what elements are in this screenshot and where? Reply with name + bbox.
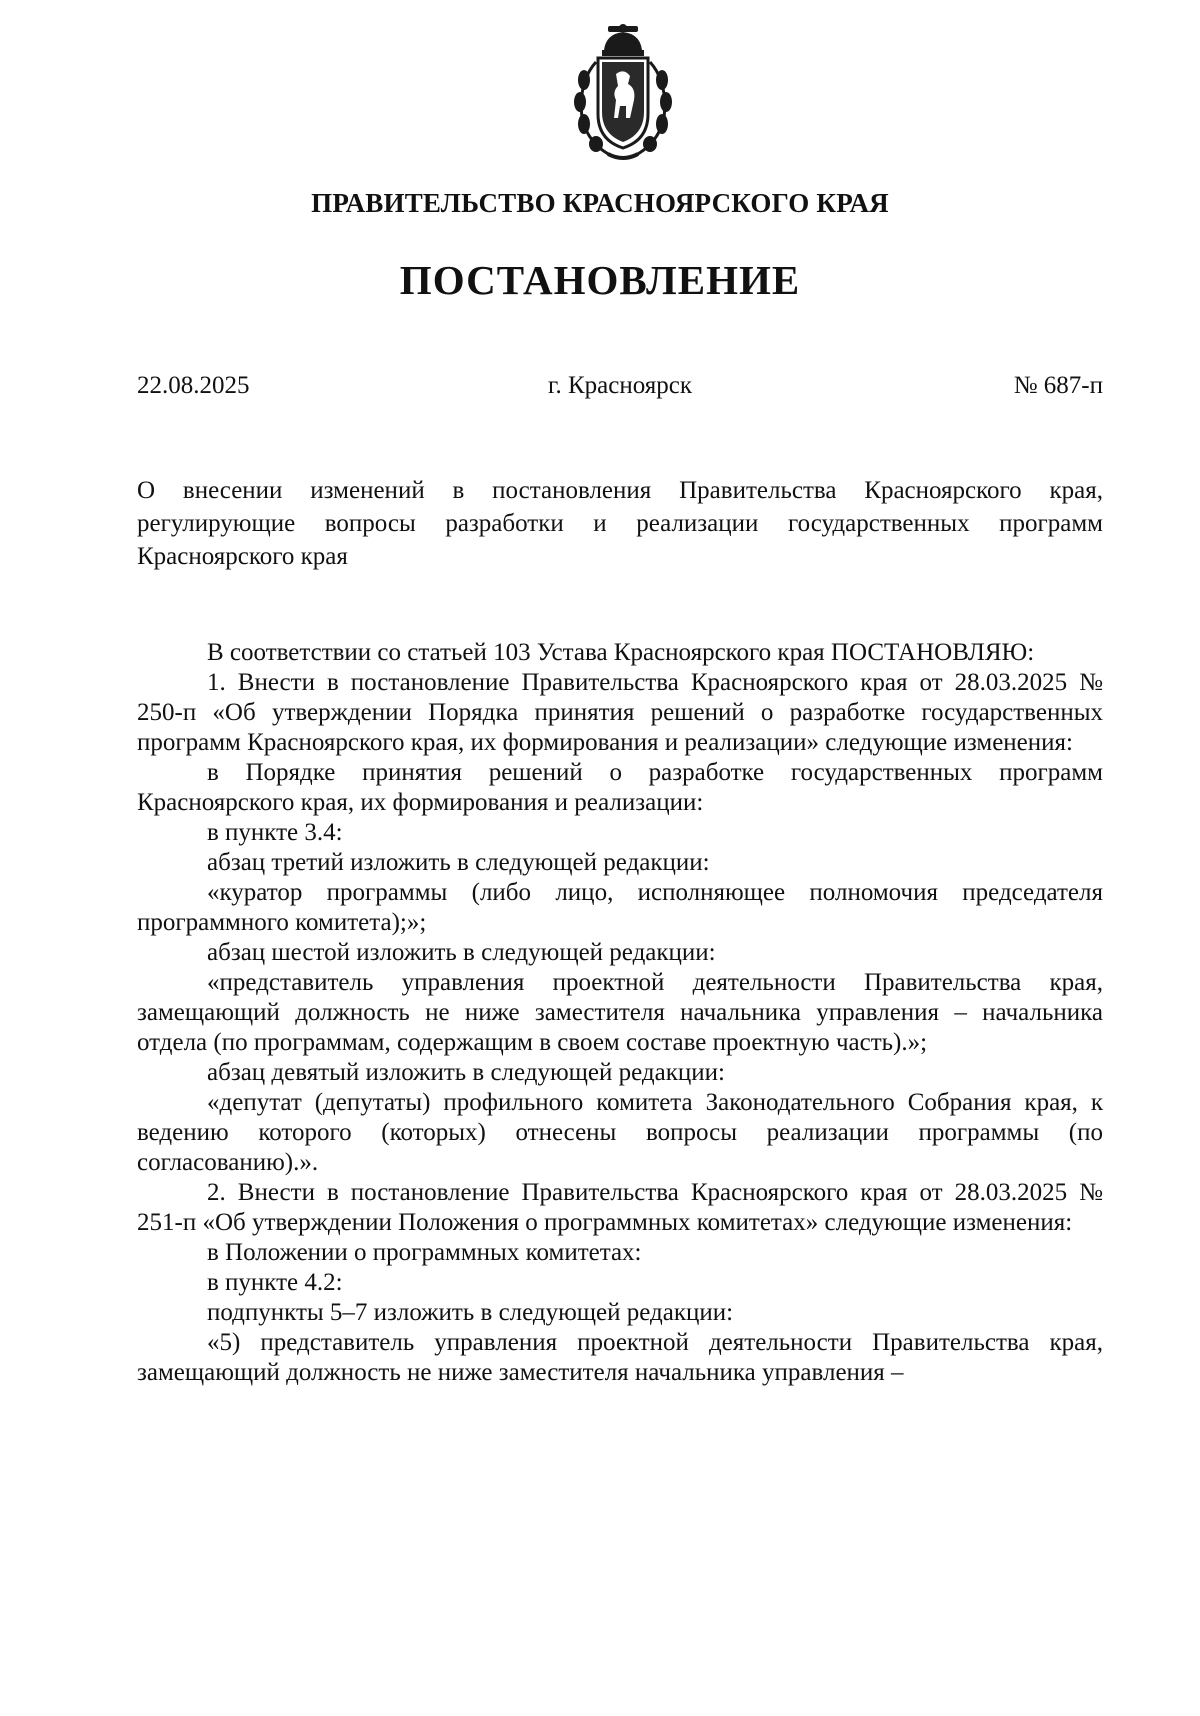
- body-paragraph: подпункты 5–7 изложить в следующей редакции:: [207, 1299, 734, 1326]
- body-paragraph: «представитель управления проектной деятельности Правительства края, замещающий должность не ниже заместителя начальника управления – начальника отдела (по программам, содержащим в своем составе проектную часть).»;: [137, 969, 1103, 1056]
- body-paragraph: В соответствии со статьей 103 Устава Красноярского края ПОСТАНОВЛЯЮ:: [207, 639, 1035, 666]
- document-body: [137, 638, 1103, 1388]
- krasnoyarsk-coat-of-arms-icon: [568, 22, 678, 164]
- body-paragraph: 1. Внести в постановление Правительства Красноярского края от 28.03.2025 № 250-п «Об утверждении Порядка принятия решений о разработке государственных программ Красноярского края, их формирования и реализации» следующие изменения:: [137, 669, 1103, 756]
- document-number: № 687-п: [1013, 372, 1103, 399]
- body-paragraph: в пункте 4.2:: [207, 1269, 343, 1296]
- body-paragraph: в пункте 3.4:: [207, 819, 343, 846]
- body-paragraph: абзац третий изложить в следующей редакции:: [207, 849, 710, 876]
- body-paragraph: абзац девятый изложить в следующей редакции:: [207, 1059, 725, 1086]
- organization-title: ПРАВИТЕЛЬСТВО КРАСНОЯРСКОГО КРАЯ: [311, 188, 889, 218]
- body-paragraph: 2. Внести в постановление Правительства Красноярского края от 28.03.2025 № 251-п «Об утверждении Положения о программных комитетах» следующие изменения:: [137, 1179, 1103, 1236]
- document-meta-row: [137, 372, 1103, 406]
- body-paragraph: «депутат (депутаты) профильного комитета Законодательного Собрания края, к ведению которого (которых) отнесены вопросы реализации программы (по согласованию).».: [137, 1089, 1103, 1176]
- body-paragraph: «5) представитель управления проектной деятельности Правительства края, замещающий должность не ниже заместителя начальника управления –: [137, 1329, 1103, 1386]
- body-paragraph: абзац шестой изложить в следующей редакции:: [207, 939, 716, 966]
- document-type-title: ПОСТАНОВЛЕНИЕ: [399, 257, 801, 303]
- document-date: 22.08.2025: [137, 372, 250, 399]
- document-city: г. Красноярск: [548, 372, 692, 399]
- document-subject: О внесении изменений в постановления Правительства Красноярского края, регулирующие вопросы разработки и реализации государственных программ Красноярского края: [137, 477, 1103, 570]
- body-paragraph: «куратор программы (либо лицо, исполняющее полномочия председателя программного комитета);»;: [137, 879, 1103, 936]
- body-paragraph: в Положении о программных комитетах:: [207, 1239, 642, 1266]
- body-paragraph: в Порядке принятия решений о разработке государственных программ Красноярского края, их формирования и реализации:: [137, 759, 1103, 816]
